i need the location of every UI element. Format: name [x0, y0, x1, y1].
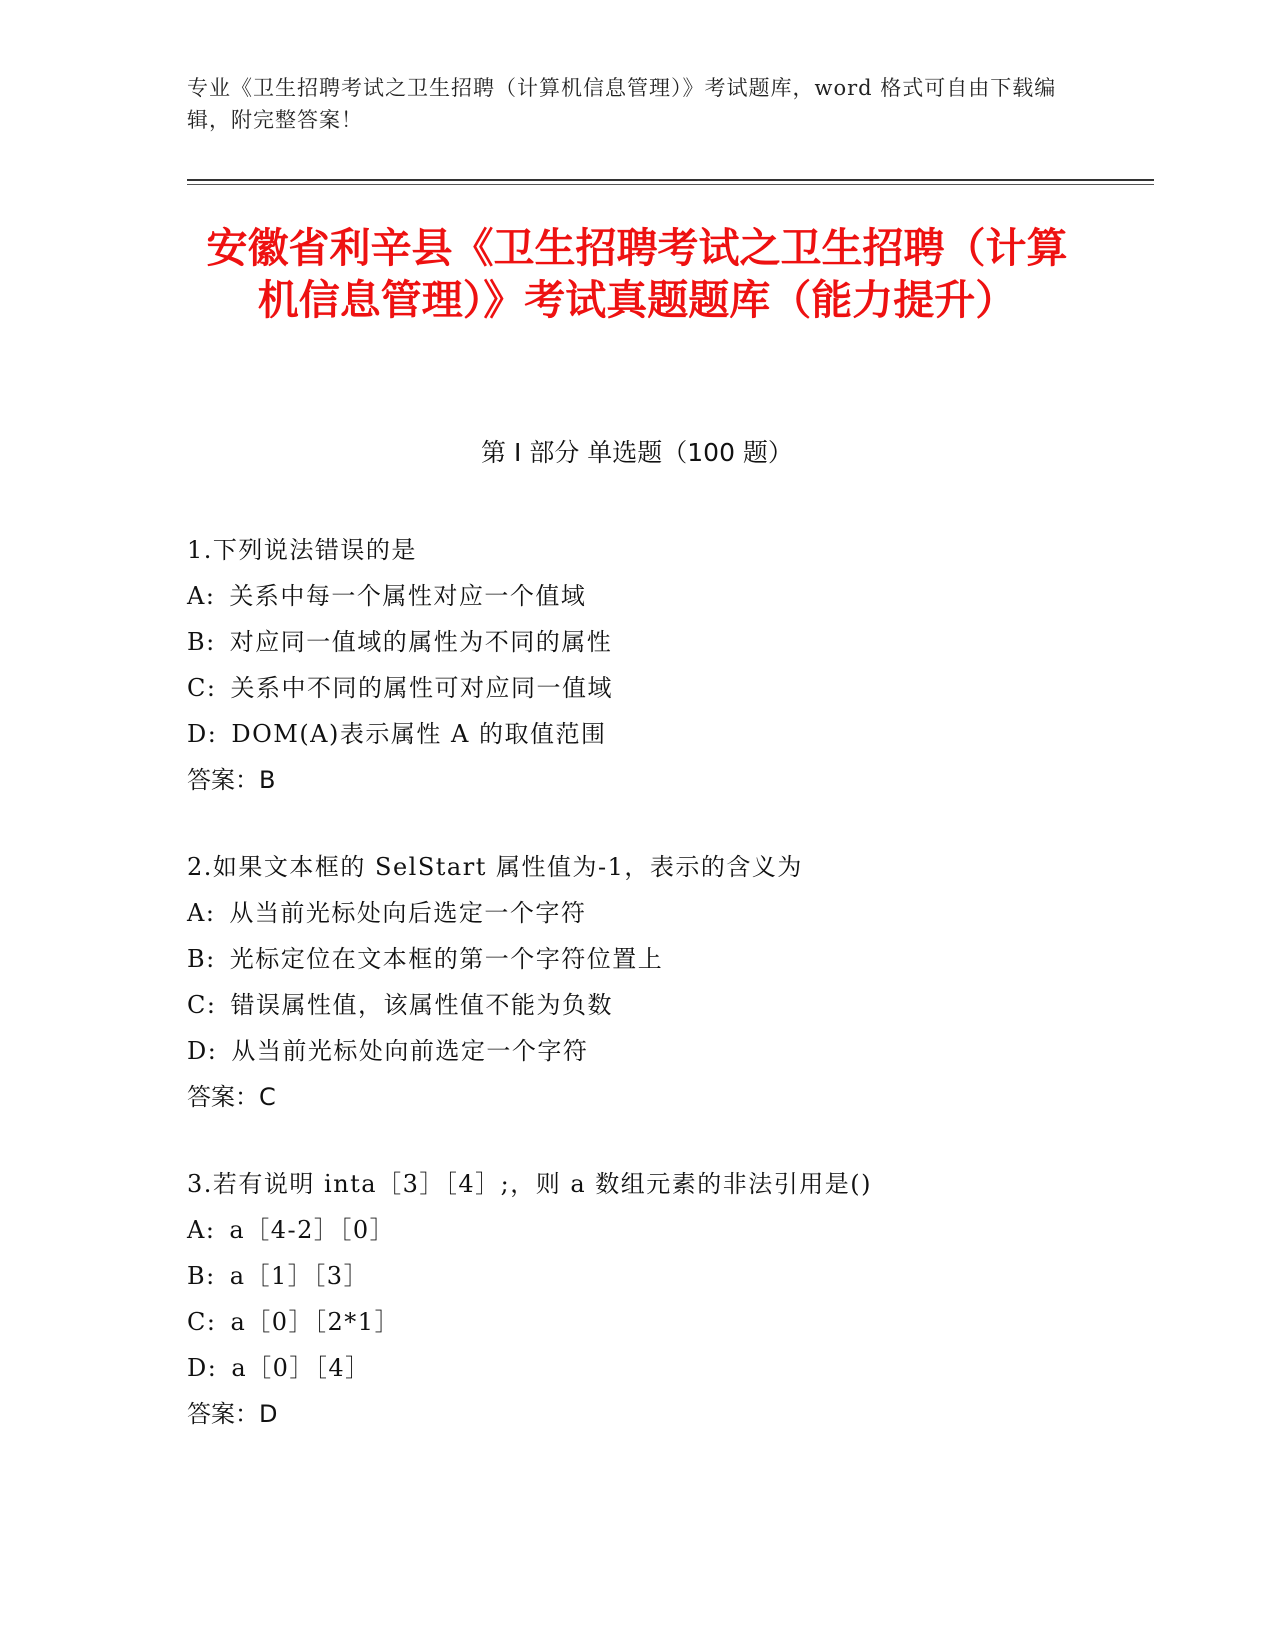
option-c [187, 1299, 1147, 1345]
header-rule-thick [187, 179, 1154, 181]
option-a [187, 1207, 1147, 1253]
option-label: D: [187, 1037, 218, 1065]
option-label: D: [187, 720, 218, 748]
option-label: C: [187, 674, 217, 702]
option-text: 从当前光标处向前选定一个字符 [231, 1037, 589, 1065]
option-text: 错误属性值，该属性值不能为负数 [230, 991, 613, 1019]
option-label: C: [187, 1308, 217, 1336]
option-d [187, 711, 1147, 757]
option-text: a［0］［2*1］ [230, 1308, 401, 1336]
question-stem: 3.若有说明 inta［3］［4］;，则 a 数组元素的非法引用是() [187, 1170, 873, 1198]
option-text: a［1］［3］ [229, 1262, 370, 1290]
option-label: B: [187, 1262, 216, 1290]
option-c [187, 982, 1147, 1028]
answer: 答案：B [187, 766, 276, 794]
header-note: 专业《卫生招聘考试之卫生招聘（计算机信息管理）》考试题库，word 格式可自由下载编辑，附完整答案！ [187, 76, 1057, 132]
option-d [187, 1345, 1147, 1391]
option-text: 对应同一值域的属性为不同的属性 [229, 628, 613, 656]
option-b [187, 619, 1147, 665]
option-d [187, 1028, 1147, 1074]
header-rule-thin [187, 184, 1154, 185]
option-b [187, 936, 1147, 982]
option-label: A: [187, 582, 216, 610]
answer: 答案：D [187, 1400, 278, 1428]
question-stem: 2.如果文本框的 SelStart 属性值为-1，表示的含义为 [187, 853, 803, 881]
option-label: D: [187, 1354, 218, 1382]
option-c [187, 665, 1147, 711]
option-label: B: [187, 628, 216, 656]
option-a [187, 890, 1147, 936]
section-title: 第 I 部分 单选题（100 题） [481, 438, 793, 467]
option-text: 从当前光标处向后选定一个字符 [229, 899, 587, 927]
question-1 [187, 527, 1147, 803]
option-label: B: [187, 945, 216, 973]
option-text: a［4-2］［0］ [229, 1216, 396, 1244]
option-label: A: [187, 1216, 216, 1244]
option-text: DOM(A)表示属性 A 的取值范围 [231, 720, 607, 748]
question-stem: 1.下列说法错误的是 [187, 536, 417, 564]
option-text: 光标定位在文本框的第一个字符位置上 [229, 945, 664, 973]
option-label: C: [187, 991, 217, 1019]
document-title: 安徽省利辛县《卫生招聘考试之卫生招聘（计算机信息管理）》考试真题题库（能力提升） [206, 224, 1068, 324]
option-text: a［0］［4］ [231, 1354, 371, 1382]
option-label: A: [187, 899, 216, 927]
option-b [187, 1253, 1147, 1299]
option-a [187, 573, 1147, 619]
question-3 [187, 1161, 1147, 1437]
answer: 答案：C [187, 1083, 276, 1111]
option-text: 关系中每一个属性对应一个值域 [229, 582, 587, 610]
question-list [187, 527, 1147, 1478]
question-2 [187, 844, 1147, 1120]
option-text: 关系中不同的属性可对应同一值域 [230, 674, 613, 702]
